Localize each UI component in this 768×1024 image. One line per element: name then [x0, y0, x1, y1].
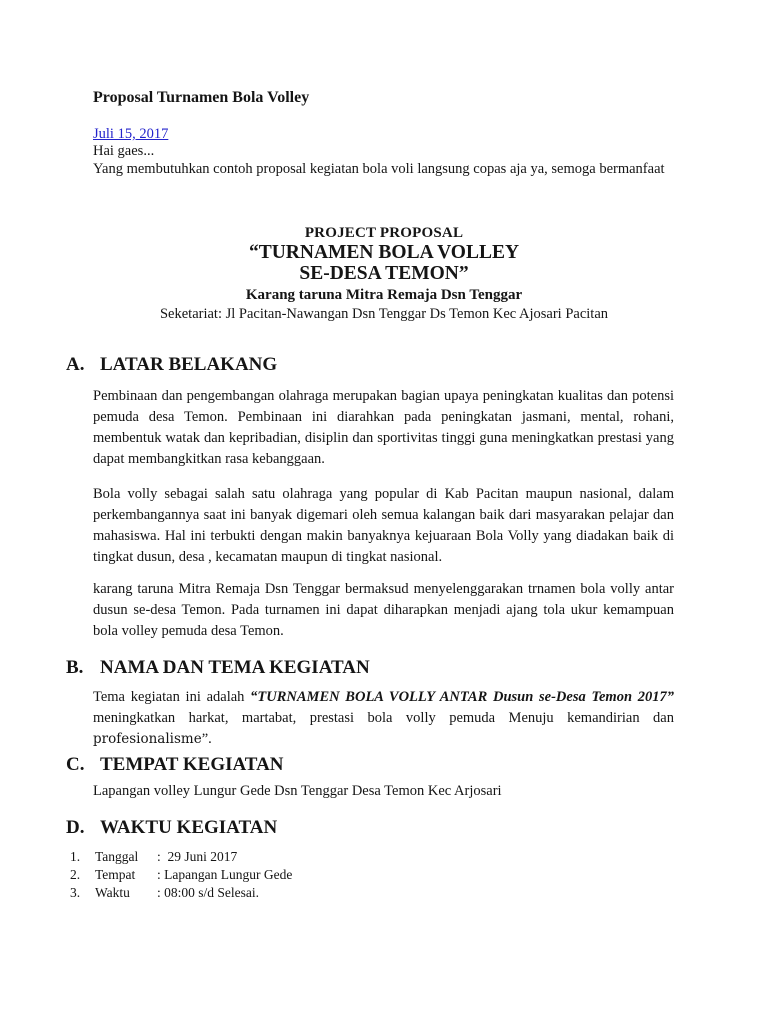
list-item: [66, 848, 674, 866]
section-heading-label: WAKTU KEGIATAN: [100, 816, 278, 838]
list-item: [66, 884, 674, 902]
list-number: 3.: [70, 884, 81, 900]
section-marker: D.: [66, 816, 85, 838]
list-label: Tanggal: [95, 848, 139, 864]
section-heading-waktu: [66, 817, 674, 838]
section-heading-label: NAMA DAN TEMA KEGIATAN: [100, 657, 370, 678]
list-number: 1.: [70, 848, 81, 864]
secretariat-line: Seketariat: Jl Pacitan-Nawangan Dsn Tenggar Ds Temon Kec Ajosari Pacitan: [159, 306, 609, 322]
section-marker: B.: [66, 657, 84, 678]
greeting-text: Hai gaes...: [93, 143, 155, 159]
section-heading-tempat: [66, 754, 674, 775]
list-value: : 29 Juni 2017: [157, 848, 238, 864]
section-marker: C.: [66, 754, 85, 775]
list-label: Tempat: [95, 866, 136, 882]
page-title: Proposal Turnamen Bola Volley: [93, 89, 310, 106]
theme-closing: ”.: [201, 731, 212, 747]
theme-title: “TURNAMEN BOLA VOLLY ANTAR Dusun se-Desa Temon 2017”: [250, 689, 674, 705]
paragraph: [93, 687, 674, 750]
section-heading-latar-belakang: [66, 354, 674, 375]
schedule-list: [66, 848, 674, 902]
venue-text: Lapangan volley Lungur Gede Dsn Tenggar Desa Temon Kec Arjosari: [93, 783, 502, 799]
proposal-header: [0, 224, 768, 323]
list-label: Waktu: [95, 884, 130, 900]
section-marker: A.: [66, 354, 85, 375]
theme-intro: Tema kegiatan ini adalah: [93, 689, 251, 705]
list-number: 2.: [70, 866, 81, 882]
organizer-line: Karang taruna Mitra Remaja Dsn Tenggar: [245, 287, 523, 303]
section-heading-nama-tema: [66, 657, 674, 678]
proposal-kicker: PROJECT PROPOSAL: [304, 225, 464, 241]
list-value: : 08:00 s/d Selesai.: [157, 884, 259, 900]
section-heading-label: LATAR BELAKANG: [100, 354, 278, 375]
section-heading-label: TEMPAT KEGIATAN: [100, 754, 284, 775]
proposal-title-line1: “TURNAMEN BOLA VOLLEY: [248, 242, 520, 263]
intro-text: Yang membutuhkan contoh proposal kegiatan bola voli langsung copas aja ya, semoga bermanfaat: [93, 160, 665, 177]
paragraph: Pembinaan dan pengembangan olahraga merupakan bagian upaya peningkatan kualitas dan potensi pemuda desa Temon. Pembinaan ini diarahkan pada peningkatan jasmani, mental, rohani, membentuk watak dan kepribadian, disiplin dan sportivitas tinggi guna meningkatkan prestasi yang dapat membangkitkan rasa kebanggaan.: [93, 388, 674, 467]
theme-middle: meningkatkan harkat, martabat, prestasi bola volly pemuda Menuju kemandirian dan: [93, 710, 674, 726]
paragraph: Bola volly sebagai salah satu olahraga yang popular di Kab Pacitan maupun nasional, dalam perkembangannya saat ini banyak digemari oleh semua kalangan baik dari masyarakan pelajar dan mahasiswa. Hal ini terbukti dengan makin banyaknya kejuaraan Bola Volly yang diadakan baik di tingkat dusun, desa , kecamatan maupun di tingkat nasional.: [93, 486, 674, 565]
date-link[interactable]: Juli 15, 2017: [93, 126, 169, 142]
list-item: [66, 866, 674, 884]
list-value: : Lapangan Lungur Gede: [157, 866, 293, 882]
proposal-title-line2: SE-DESA TEMON”: [299, 263, 469, 284]
paragraph: karang taruna Mitra Remaja Dsn Tenggar bermaksud menyelenggarakan trnamen bola volly antar dusun se-desa Temon. Pada turnamen ini dapat diharapkan menjadi ajang tola ukur kemampuan bola volley pemuda desa Temon.: [93, 581, 674, 639]
theme-emphasis: profesionalisme: [93, 731, 202, 747]
